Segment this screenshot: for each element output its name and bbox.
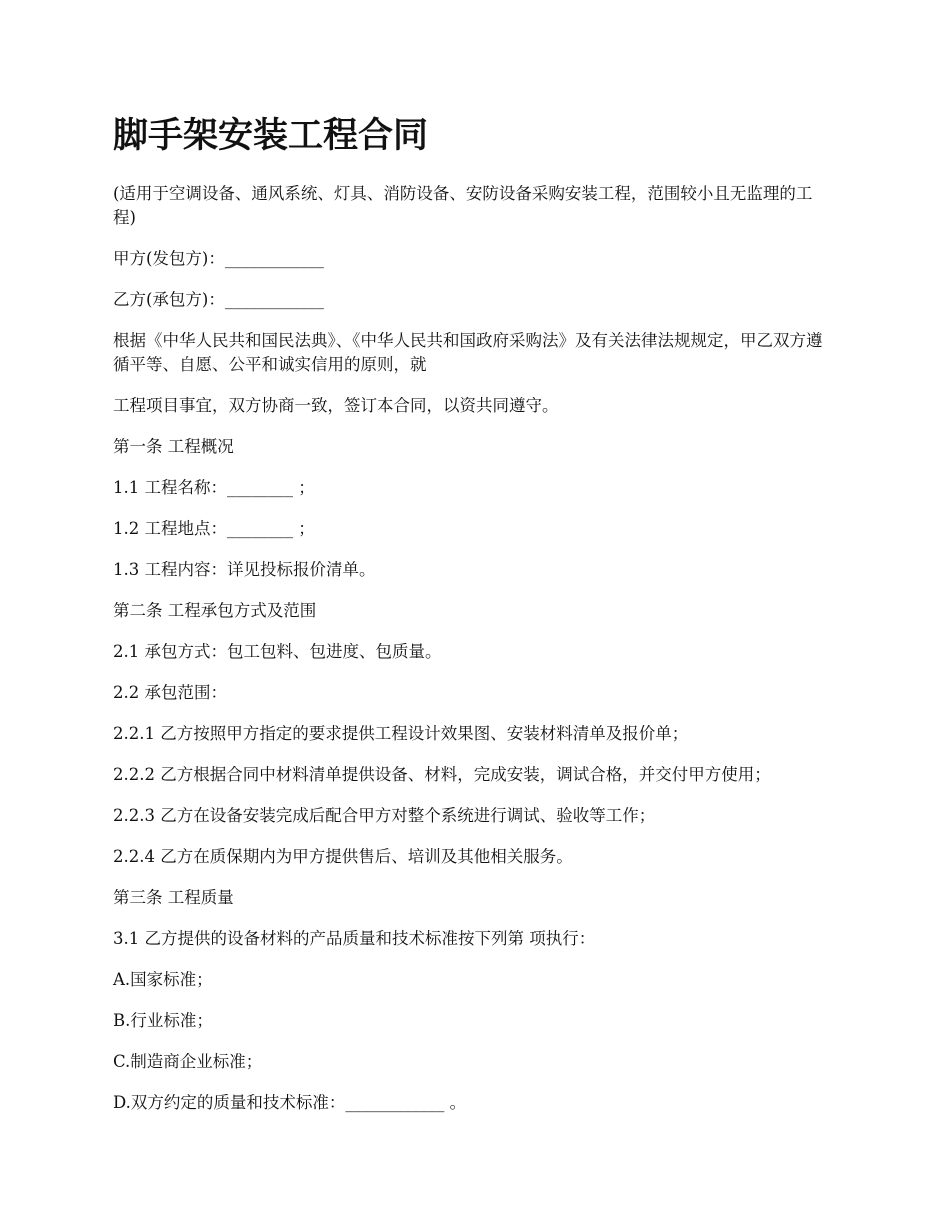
document-page: [113, 112, 833, 1132]
clause-1-3: 1.3 工程内容：详见投标报价清单。: [113, 560, 376, 579]
article-3-heading: 第三条 工程质量: [113, 888, 234, 907]
party-b-line: 乙方(承包方)：____________: [113, 290, 324, 309]
clause-2-2: 2.2 承包范围：: [113, 683, 227, 702]
option-a: A.国家标准；: [113, 970, 213, 989]
clause-1-1: 1.1 工程名称：________ ；: [113, 478, 315, 497]
article-2-heading: 第二条 工程承包方式及范围: [113, 601, 317, 620]
party-a-line: 甲方(发包方)：____________: [113, 249, 324, 268]
clause-2-2-2: 2.2.2 乙方根据合同中材料清单提供设备、材料，完成安装，调试合格，并交付甲方使用；: [113, 765, 771, 784]
option-c: C.制造商企业标准；: [113, 1052, 263, 1071]
option-d: D.双方约定的质量和技术标准：____________ 。: [113, 1093, 467, 1112]
clause-2-2-4: 2.2.4 乙方在质保期内为甲方提供售后、培训及其他相关服务。: [113, 847, 573, 866]
clause-1-2: 1.2 工程地点：________ ；: [113, 519, 315, 538]
document-title: 脚手架安装工程合同: [113, 115, 429, 156]
clause-2-1: 2.1 承包方式：包工包料、包进度、包质量。: [113, 642, 442, 661]
article-1-heading: 第一条 工程概况: [113, 437, 234, 456]
clause-2-2-3: 2.2.3 乙方在设备安装完成后配合甲方对整个系统进行调试、验收等工作；: [113, 806, 656, 825]
agreement-paragraph: 工程项目事宜，双方协商一致，签订本合同，以资共同遵守。: [113, 396, 559, 415]
clause-2-2-1: 2.2.1 乙方按照甲方指定的要求提供工程设计效果图、安装材料清单及报价单；: [113, 724, 689, 743]
clause-3-1: 3.1 乙方提供的设备材料的产品质量和技术标准按下列第 项执行：: [113, 929, 596, 948]
scope-note: (适用于空调设备、通风系统、灯具、消防设备、安防设备采购安装工程，范围较小且无监理的工程): [113, 184, 813, 227]
legal-basis-paragraph: 根据《中华人民共和国民法典》、《中华人民共和国政府采购法》及有关法律法规规定，甲乙双方遵循平等、自愿、公平和诚实信用的原则，就: [113, 331, 823, 374]
option-b: B.行业标准；: [113, 1011, 213, 1030]
